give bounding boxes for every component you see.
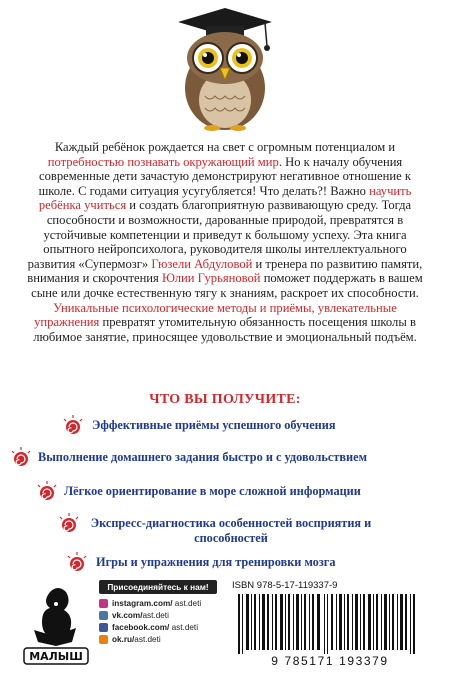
text-segment: . Но к началу обучения современные дети зачастую демонстрируют негативное отношение к школе. С годами ситуация усугубляется! Что делать?! Важно: [38, 154, 411, 198]
publisher-logo-text: МАЛЫШ: [29, 650, 83, 663]
publisher-logo: [20, 584, 92, 670]
barcode: [222, 594, 438, 654]
description-paragraph: [22, 140, 428, 344]
social-site: vk.com/: [112, 610, 143, 620]
isbn-text: ISBN 978-5-17-119337-9: [232, 580, 338, 591]
facebook-icon: [99, 623, 108, 632]
social-link-vk[interactable]: [99, 609, 217, 621]
lightbulb-spiral-icon: [62, 415, 84, 437]
benefit-label: Игры и упражнения для тренировки мозга: [96, 555, 336, 569]
lightbulb-spiral-icon: [66, 552, 88, 574]
social-site: instagram.com/: [112, 598, 173, 608]
ok-icon: [99, 635, 108, 644]
text-segment: и создать благоприятную развивающую среду. Тогда способности и возможности, дарованные природой, превратятся в устойчивые компетенции и приведут к большому успеху. Эта книга опытного нейропсихолога, руководителя школы интеллектуального развития «Супермозг»: [27, 198, 412, 271]
text-segment: превратят утомительную обязанность посещения школы в любимое занятие, приносящее удовольствие и эмоциональный подъём.: [33, 315, 417, 344]
social-handle: ast.deti: [174, 598, 202, 608]
social-link-ok[interactable]: [99, 633, 217, 645]
social-links: [99, 580, 217, 645]
lightbulb-spiral-icon: [10, 447, 32, 469]
highlight-text: потребностью познавать окружающий мир: [47, 154, 279, 169]
text-segment: Каждый ребёнок рождается на свет с огромным потенциалом и: [54, 140, 396, 154]
vk-icon: [99, 611, 108, 620]
instagram-icon: [99, 599, 108, 608]
highlight-text: Уникальные психологические методы и приёмы, увлекательные упражнения: [34, 300, 397, 330]
social-site: ok.ru/: [112, 634, 135, 644]
social-link-facebook[interactable]: [99, 621, 217, 633]
social-link-instagram[interactable]: [99, 597, 217, 609]
owl-illustration: [170, 6, 280, 132]
social-handle: ast.deti: [171, 622, 199, 632]
benefit-label: Эффективные приёмы успешного обучения: [92, 418, 336, 432]
join-us-banner: Присоединяйтесь к нам!: [99, 580, 217, 594]
social-site: facebook.com/: [112, 622, 170, 632]
lightbulb-spiral-icon: [36, 481, 58, 503]
benefit-label: Выполнение домашнего задания быстро и с удовольствием: [38, 450, 367, 464]
social-handle: ast.deti: [134, 634, 161, 644]
benefit-label: Экспресс-диагностика особенностей восприятия и способностей: [90, 516, 372, 545]
author-name: Гюзели Абдуловой: [151, 256, 253, 271]
benefits-heading: ЧТО ВЫ ПОЛУЧИТЕ:: [149, 392, 301, 407]
author-name: Юлии Гурьяновой: [161, 271, 261, 286]
lightbulb-spiral-icon: [58, 513, 80, 535]
benefit-label: Лёгкое ориентирование в море сложной информации: [64, 484, 361, 498]
text-segment: и тренера по развитию памяти, внимания и скорочтения: [27, 256, 423, 286]
text-segment: поможет поддержать в вашем сыне или дочке естественную тягу к знаниям, раскроет их способности.: [31, 271, 423, 300]
highlight-text: научить ребёнка учиться: [38, 183, 412, 213]
barcode-digits: 9 785171 193379: [271, 654, 389, 668]
isbn-block: [222, 580, 438, 670]
social-handle: ast.deti: [142, 610, 169, 620]
